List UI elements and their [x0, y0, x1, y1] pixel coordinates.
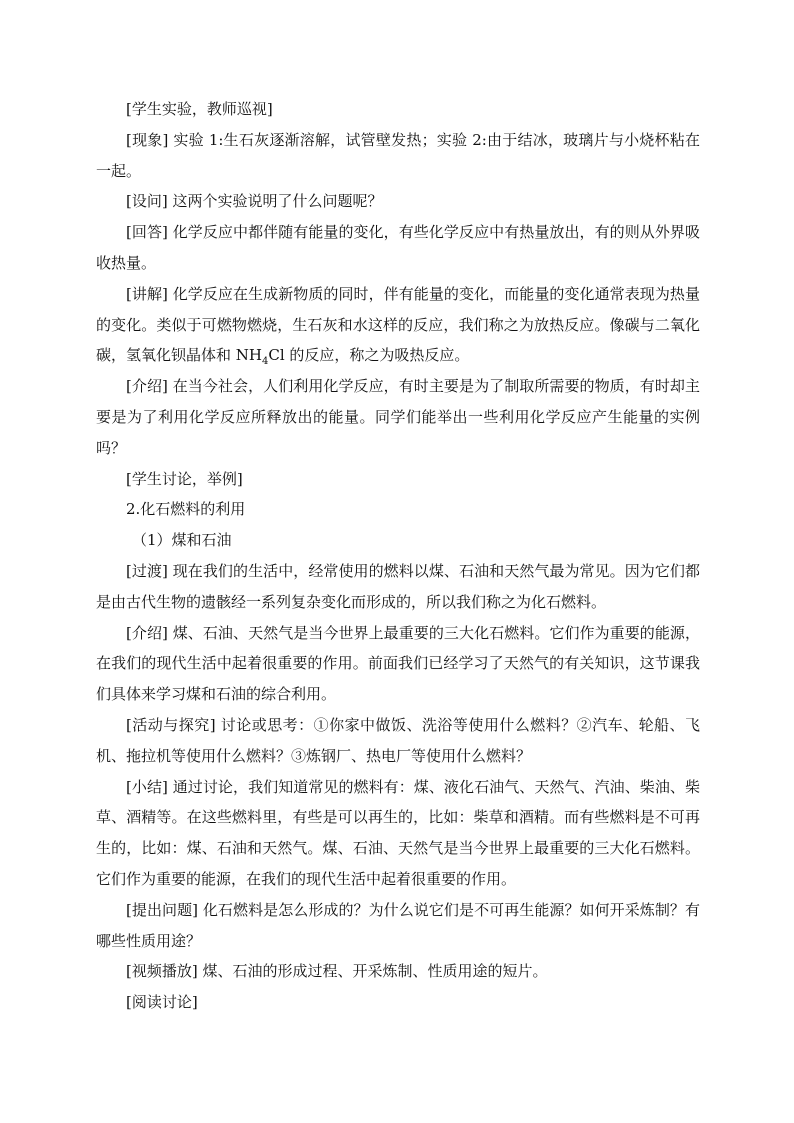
para-reading-discussion: [阅读讨论]: [126, 993, 198, 1012]
document-page: [96, 94, 700, 1018]
para-introduction-fuels: [介绍] 煤、石油、天然气是当今世界上最重要的三大化石燃料。它们作为重要的能源，在我们的现代生活中起着很重要的作用。前面我们已经学习了天然气的有关知识，这节课我们具体来学习煤和石油的综合利用。: [96, 623, 700, 704]
para-phenomenon: [现象] 实验 1:生石灰逐渐溶解，试管壁发热；实验 2:由于结冰，玻璃片与小烧杯粘在一起。: [96, 130, 700, 180]
para-summary: [小结] 通过讨论，我们知道常见的燃料有：煤、液化石油气、天然气、汽油、柴油、柴草、酒精等。在这些燃料里，有些是可以再生的，比如：柴草和酒精。而有些燃料是不可再生的，比如：煤、石油和天然气。煤、石油、天然气是当今世界上最重要的三大化石燃料。它们作为重要的能源，在我们的现代生活中起着很重要的作用。: [96, 777, 700, 888]
para-question: [设问] 这两个实验说明了什么问题呢？: [126, 192, 383, 211]
para-answer: [回答] 化学反应中都伴随有能量的变化，有些化学反应中有热量放出，有的则从外界吸收热量。: [96, 223, 700, 272]
para-video: [视频播放] 煤、石油的形成过程、开采炼制、性质用途的短片。: [126, 962, 548, 981]
section-heading-fossil-fuels: 2.化石燃料的利用: [126, 500, 246, 519]
para-student-experiment: [学生实验，教师巡视]: [126, 100, 273, 118]
para-activity: [活动与探究] 讨论或思考：①你家中做饭、洗浴等使用什么燃料？②汽车、轮船、飞机、拖拉机等使用什么燃料？③炼钢厂、热电厂等使用什么燃料？: [96, 715, 700, 765]
para-raise-question: [提出问题] 化石燃料是怎么形成的？为什么说它们是不可再生能源？如何开采炼制？有哪些性质用途？: [96, 900, 700, 950]
para-transition: [过渡] 现在我们的生活中，经常使用的燃料以煤、石油和天然气最为常见。因为它们都是由古代生物的遗骸经一系列复杂变化而形成的，所以我们称之为化石燃料。: [96, 561, 700, 611]
subsection-heading-coal-oil: （1）煤和石油: [132, 531, 232, 550]
para-explanation: [讲解] 化学反应在生成新物质的同时，伴有能量的变化，而能量的变化通常表现为热量的变化。类似于可燃物燃烧，生石灰和水这样的反应，我们称之为放热反应。像碳与二氧化碳，氢氧化钡晶体和 $NH_4Cl$ 的反应，称之为吸热反应。: [96, 284, 700, 368]
para-introduction: [介绍] 在当今社会，人们利用化学反应，有时主要是为了制取所需要的物质，有时却主要是为了利用化学反应所释放出的能量。同学们能举出一些利用化学反应产生能量的实例吗？: [96, 377, 700, 457]
para-student-discussion: [学生讨论，举例]: [126, 469, 243, 488]
